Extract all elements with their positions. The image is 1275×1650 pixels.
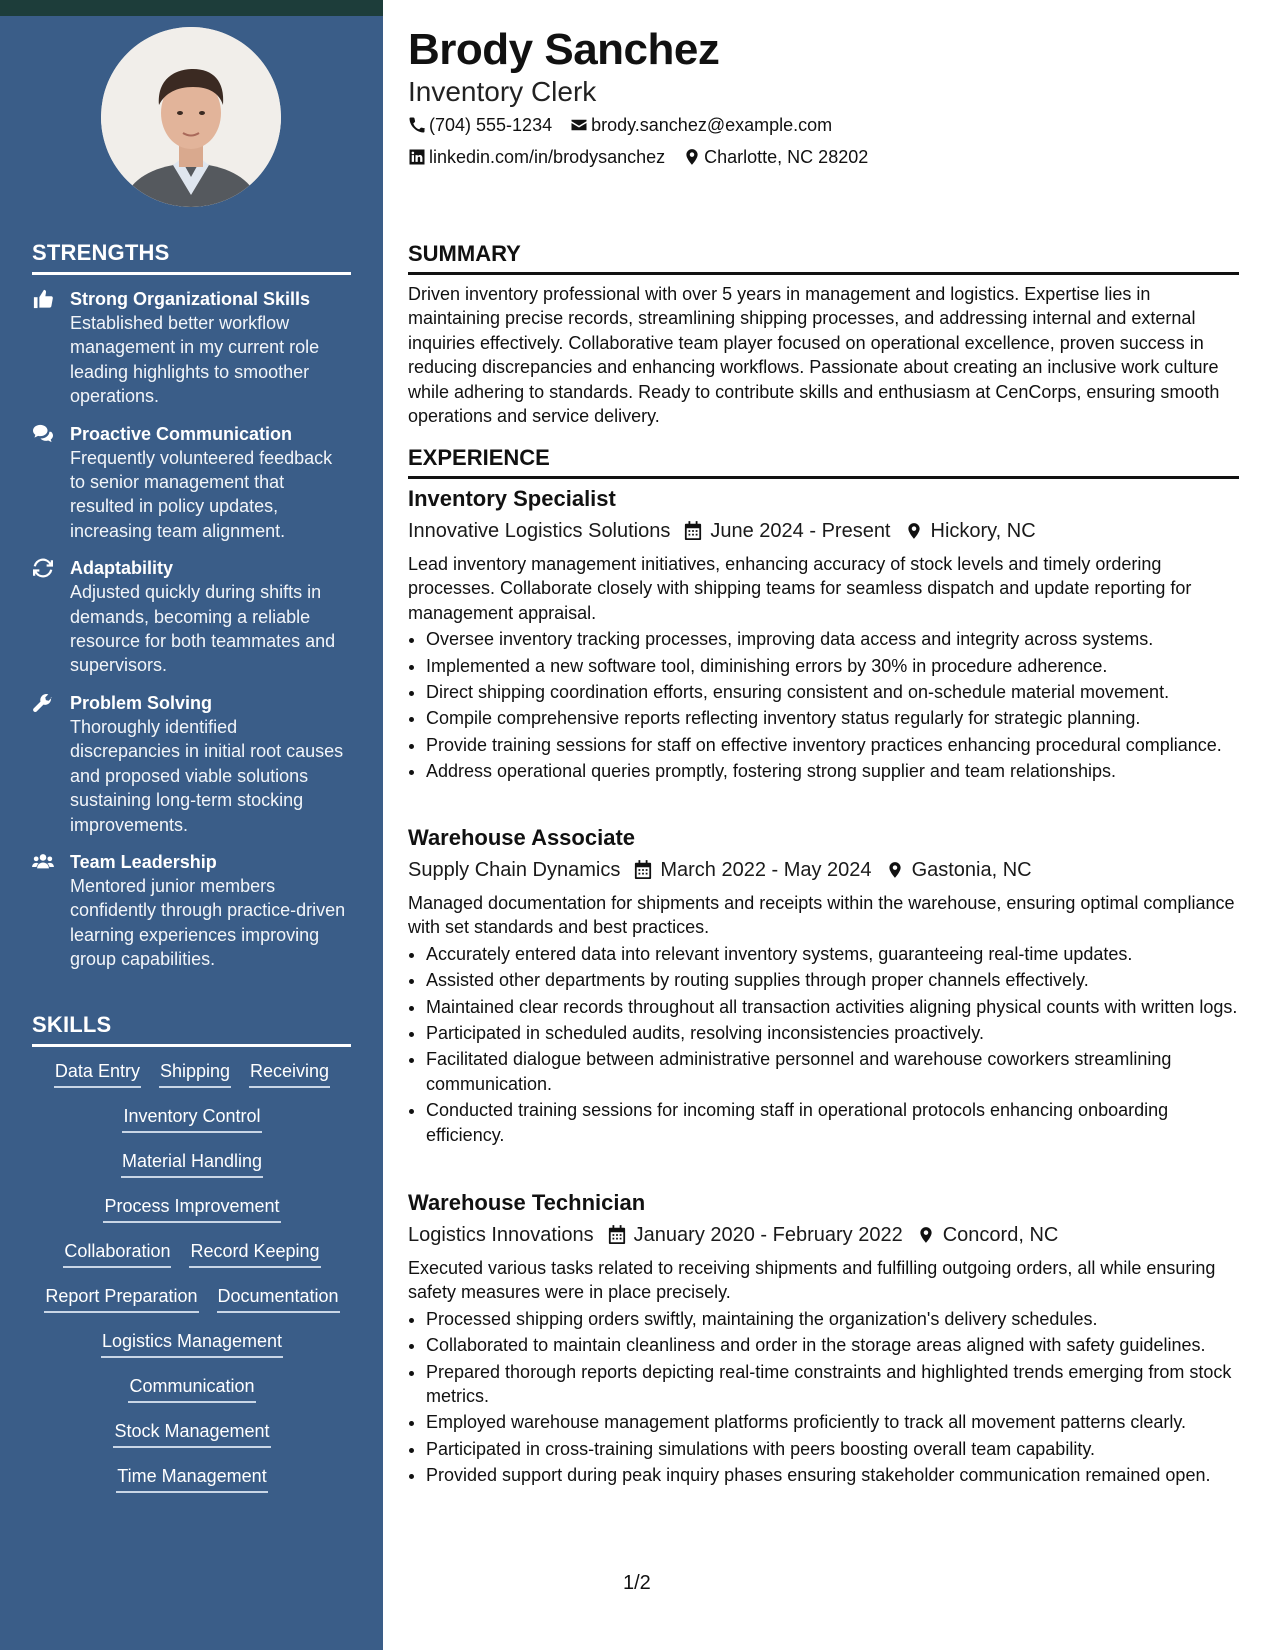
company-name: Logistics Innovations (408, 1224, 594, 1246)
email-text: brody.sanchez@example.com (591, 115, 833, 135)
job-meta (408, 516, 1239, 546)
linkedin-icon (408, 148, 426, 166)
job-title: Warehouse Technician (408, 1190, 646, 1215)
job-location: Gastonia, NC (911, 859, 1032, 881)
skill-tag: Shipping (159, 1058, 231, 1088)
users-icon (32, 850, 70, 972)
contact-row (408, 145, 886, 169)
avatar-illustration (101, 27, 281, 207)
company-name: Supply Chain Dynamics (408, 859, 621, 881)
job-bullet: • Maintained clear records throughout all transaction activities aligning physical counts with written logs. (426, 995, 1239, 1019)
skills-heading: SKILLS (32, 1012, 351, 1047)
map-pin-icon (886, 860, 904, 880)
sync-icon (32, 556, 70, 678)
envelope-icon (570, 116, 588, 134)
experience-entry (408, 823, 1239, 1147)
skill-row (32, 1193, 352, 1238)
linkedin-text: linkedin.com/in/brodysanchez (429, 147, 666, 167)
strength-title: Team Leadership (70, 851, 217, 872)
phone-text: (704) 555-1234 (429, 115, 553, 135)
candidate-title: Inventory Clerk (408, 76, 597, 107)
skills-list (32, 1058, 352, 1508)
calendar-icon (608, 1225, 626, 1245)
linkedin-contact[interactable] (408, 145, 665, 169)
job-meta (408, 855, 1239, 885)
email-contact[interactable] (570, 113, 832, 137)
strength-description: Mentored junior members confidently through practice-driven learning experiences improving group capabilities. (70, 875, 346, 970)
calendar-icon (684, 521, 702, 541)
job-bullets (408, 627, 1239, 783)
skill-tag: Material Handling (121, 1148, 263, 1178)
strength-title: Proactive Communication (70, 423, 293, 444)
job-title: Inventory Specialist (408, 486, 616, 511)
strength-description: Thoroughly identified discrepancies in initial root causes and proposed viable solutions sustaining long-term stocking improvements. (70, 716, 344, 835)
job-meta (408, 1220, 1239, 1250)
job-location: Concord, NC (942, 1224, 1059, 1246)
skill-row (32, 1283, 352, 1328)
main-content (408, 0, 1240, 1650)
skill-row (32, 1238, 352, 1283)
strength-title: Problem Solving (70, 692, 213, 713)
skill-row (32, 1058, 352, 1103)
job-bullet: • Oversee inventory tracking processes, improving data access and integrity across systems. (426, 627, 1239, 651)
job-bullet: • Implemented a new software tool, diminishing errors by 30% in procedure adherence. (426, 654, 1239, 678)
job-bullet: • Prepared thorough reports depicting real-time constraints and highlighted trends emerging from stock metrics. (426, 1360, 1239, 1409)
map-pin-icon (905, 521, 923, 541)
job-title: Warehouse Associate (408, 825, 636, 850)
job-description: Managed documentation for shipments and receipts within the warehouse, ensuring optimal compliance with set standards and best practices. (408, 893, 1235, 938)
skill-tag: Process Improvement (103, 1193, 280, 1223)
experience-heading: EXPERIENCE (408, 444, 1239, 479)
skill-tag: Communication (128, 1373, 255, 1403)
job-bullet: • Provided support during peak inquiry phases ensuring stakeholder communication remained open. (426, 1463, 1239, 1487)
strength-title: Adaptability (70, 558, 174, 579)
job-bullet: • Address operational queries promptly, fostering strong supplier and team relationships. (426, 759, 1239, 783)
job-bullet: • Conducted training sessions for incoming staff in operational protocols enhancing onboarding efficiency. (426, 1098, 1239, 1147)
job-bullet: • Employed warehouse management platforms proficiently to track all movement patterns clearly. (426, 1410, 1239, 1434)
experience-entry (408, 1188, 1239, 1488)
skill-row (32, 1418, 352, 1463)
job-bullet: • Participated in cross-training simulations with peers boosting overall team capability. (426, 1437, 1239, 1461)
thumbs-up-icon (32, 287, 70, 409)
calendar-icon (634, 860, 652, 880)
job-bullets (408, 1307, 1239, 1488)
skill-tag: Data Entry (54, 1058, 141, 1088)
skill-tag: Receiving (249, 1058, 330, 1088)
job-bullet: • Processed shipping orders swiftly, maintaining the organization's delivery schedules. (426, 1307, 1239, 1331)
map-pin-icon (683, 148, 701, 166)
job-dates: March 2022 - May 2024 (660, 859, 872, 881)
strength-description: Established better workflow management in my current role leading highlights to smoother operations. (70, 313, 320, 407)
skill-tag: Time Management (116, 1463, 267, 1493)
job-bullets (408, 942, 1239, 1147)
skill-tag: Documentation (217, 1283, 340, 1313)
job-bullet: • Participated in scheduled audits, resolving inconsistencies proactively. (426, 1021, 1239, 1045)
job-description: Lead inventory management initiatives, enhancing accuracy of stock levels and timely ordering processes. Collaborate closely with shipping teams for seamless dispatch and update reporting for management appraisal. (408, 554, 1192, 623)
strength-item (32, 556, 352, 678)
job-bullet: • Assisted other departments by routing supplies through proper channels effectively. (426, 968, 1239, 992)
contact-row (408, 113, 850, 137)
job-location: Hickory, NC (930, 520, 1036, 542)
skill-row (32, 1373, 352, 1418)
location-contact (683, 145, 868, 169)
experience-entry (408, 484, 1239, 784)
profile-photo (101, 27, 281, 207)
strength-title: Strong Organizational Skills (70, 289, 311, 309)
skill-row (32, 1148, 352, 1193)
skill-tag: Record Keeping (189, 1238, 320, 1268)
strengths-heading: STRENGTHS (32, 240, 351, 275)
page-number: 1/2 (623, 1572, 651, 1594)
strength-item (32, 422, 352, 544)
skill-tag: Logistics Management (101, 1328, 283, 1358)
strength-item (32, 287, 352, 409)
skill-tag: Collaboration (63, 1238, 171, 1268)
candidate-name: Brody Sanchez (408, 25, 720, 74)
summary-text: Driven inventory professional with over 5 years in management and logistics. Expertise lies in maintaining precise records, streamlining shipping processes, and addressing internal and external inquiries effectively. Collaborative team player focused on operational excellence, proven success in reducing discrepancies and enhancing workflows. Passionate about creating an inclusive work culture while adhering to standards. Ready to contribute skills and enthusiasm at CenCorps, ensuring smooth operations and service delivery. (408, 284, 1220, 427)
skill-row (32, 1463, 352, 1508)
job-bullet: • Direct shipping coordination efforts, ensuring consistent and on-schedule material movement. (426, 680, 1239, 704)
phone-icon (408, 116, 426, 134)
phone-contact[interactable] (408, 113, 552, 137)
skill-tag: Report Preparation (44, 1283, 198, 1313)
job-bullet: • Provide training sessions for staff on effective inventory practices enhancing procedural compliance. (426, 733, 1239, 757)
company-name: Innovative Logistics Solutions (408, 520, 671, 542)
job-dates: June 2024 - Present (710, 520, 891, 542)
job-description: Executed various tasks related to receiving shipments and fulfilling outgoing orders, all while ensuring safety measures were in place precisely. (408, 1258, 1216, 1303)
location-text: Charlotte, NC 28202 (704, 147, 869, 167)
strength-description: Frequently volunteered feedback to senior management that resulted in policy updates, increasing team alignment. (70, 447, 333, 541)
skill-row (32, 1103, 352, 1148)
skill-row (32, 1328, 352, 1373)
skill-tag: Stock Management (113, 1418, 270, 1448)
strength-item (32, 691, 352, 837)
strengths-list (32, 287, 352, 985)
job-bullet: • Facilitated dialogue between administrative personnel and warehouse coworkers streamlining communication. (426, 1047, 1239, 1096)
job-bullet: • Accurately entered data into relevant inventory systems, guaranteeing real-time updates. (426, 942, 1239, 966)
job-bullet: • Compile comprehensive reports reflecting inventory status regularly for strategic planning. (426, 706, 1239, 730)
strength-item (32, 850, 352, 972)
sidebar (0, 0, 383, 1650)
job-dates: January 2020 - February 2022 (633, 1224, 903, 1246)
job-bullet: • Collaborated to maintain cleanliness and order in the storage areas aligned with safety guidelines. (426, 1333, 1239, 1357)
summary-heading: SUMMARY (408, 240, 1239, 275)
strength-description: Adjusted quickly during shifts in demands, becoming a reliable resource for both teammates and supervisors. (70, 582, 336, 676)
wrench-icon (32, 691, 70, 837)
skill-tag: Inventory Control (122, 1103, 261, 1133)
comments-icon (32, 422, 70, 544)
map-pin-icon (917, 1225, 935, 1245)
sidebar-top-bar (0, 0, 383, 16)
